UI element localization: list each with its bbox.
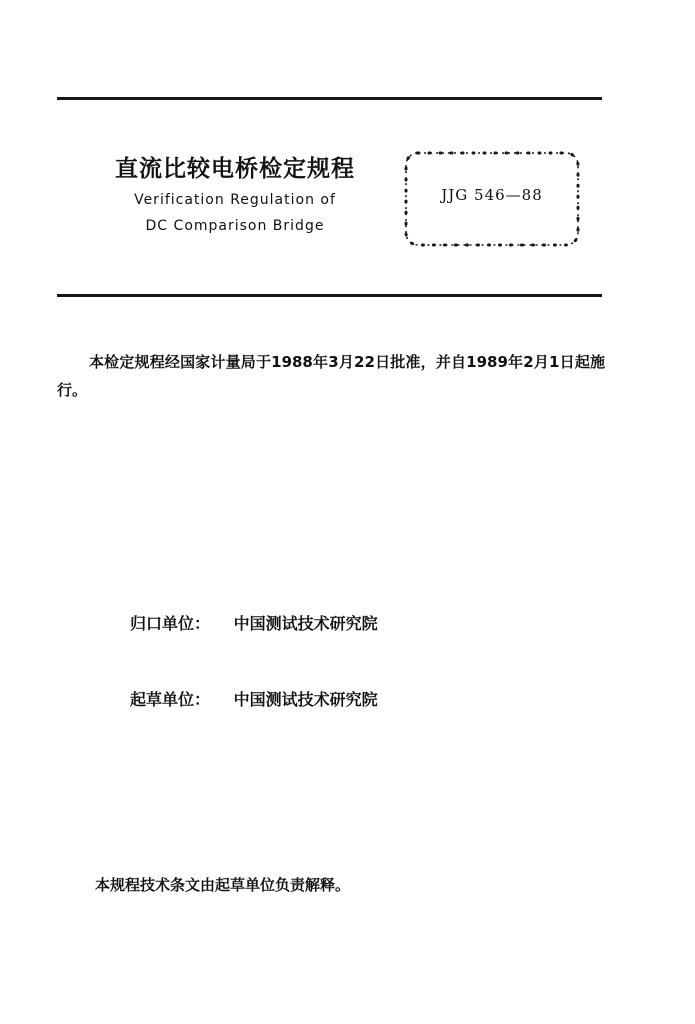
responsible-unit-label: 归口单位： [130,614,211,633]
regulation-code: JJG 546—88 [441,186,543,204]
title-chinese: 直流比较电桥检定规程 [115,156,355,182]
top-rule [57,97,602,100]
approval-statement: 本检定规程经国家计量局于1988年3月22日批准，并自1989年2月1日起施行。 [57,353,605,399]
drafting-unit-row [130,687,378,710]
drafting-unit-value: 中国测试技术研究院 [233,690,378,709]
title-block [90,152,380,238]
interpretation-note: 本规程技术条文由起草单位负责解释。 [95,876,351,894]
title-english-line-1: Verification Regulation of [134,192,336,208]
responsible-unit-row [130,611,378,634]
title-english-line-2: DC Comparison Bridge [145,218,325,234]
bottom-rule [57,294,602,297]
responsible-unit-value: 中国测试技术研究院 [233,614,378,633]
regulation-code-box [402,148,582,250]
drafting-unit-label: 起草单位： [130,690,211,709]
